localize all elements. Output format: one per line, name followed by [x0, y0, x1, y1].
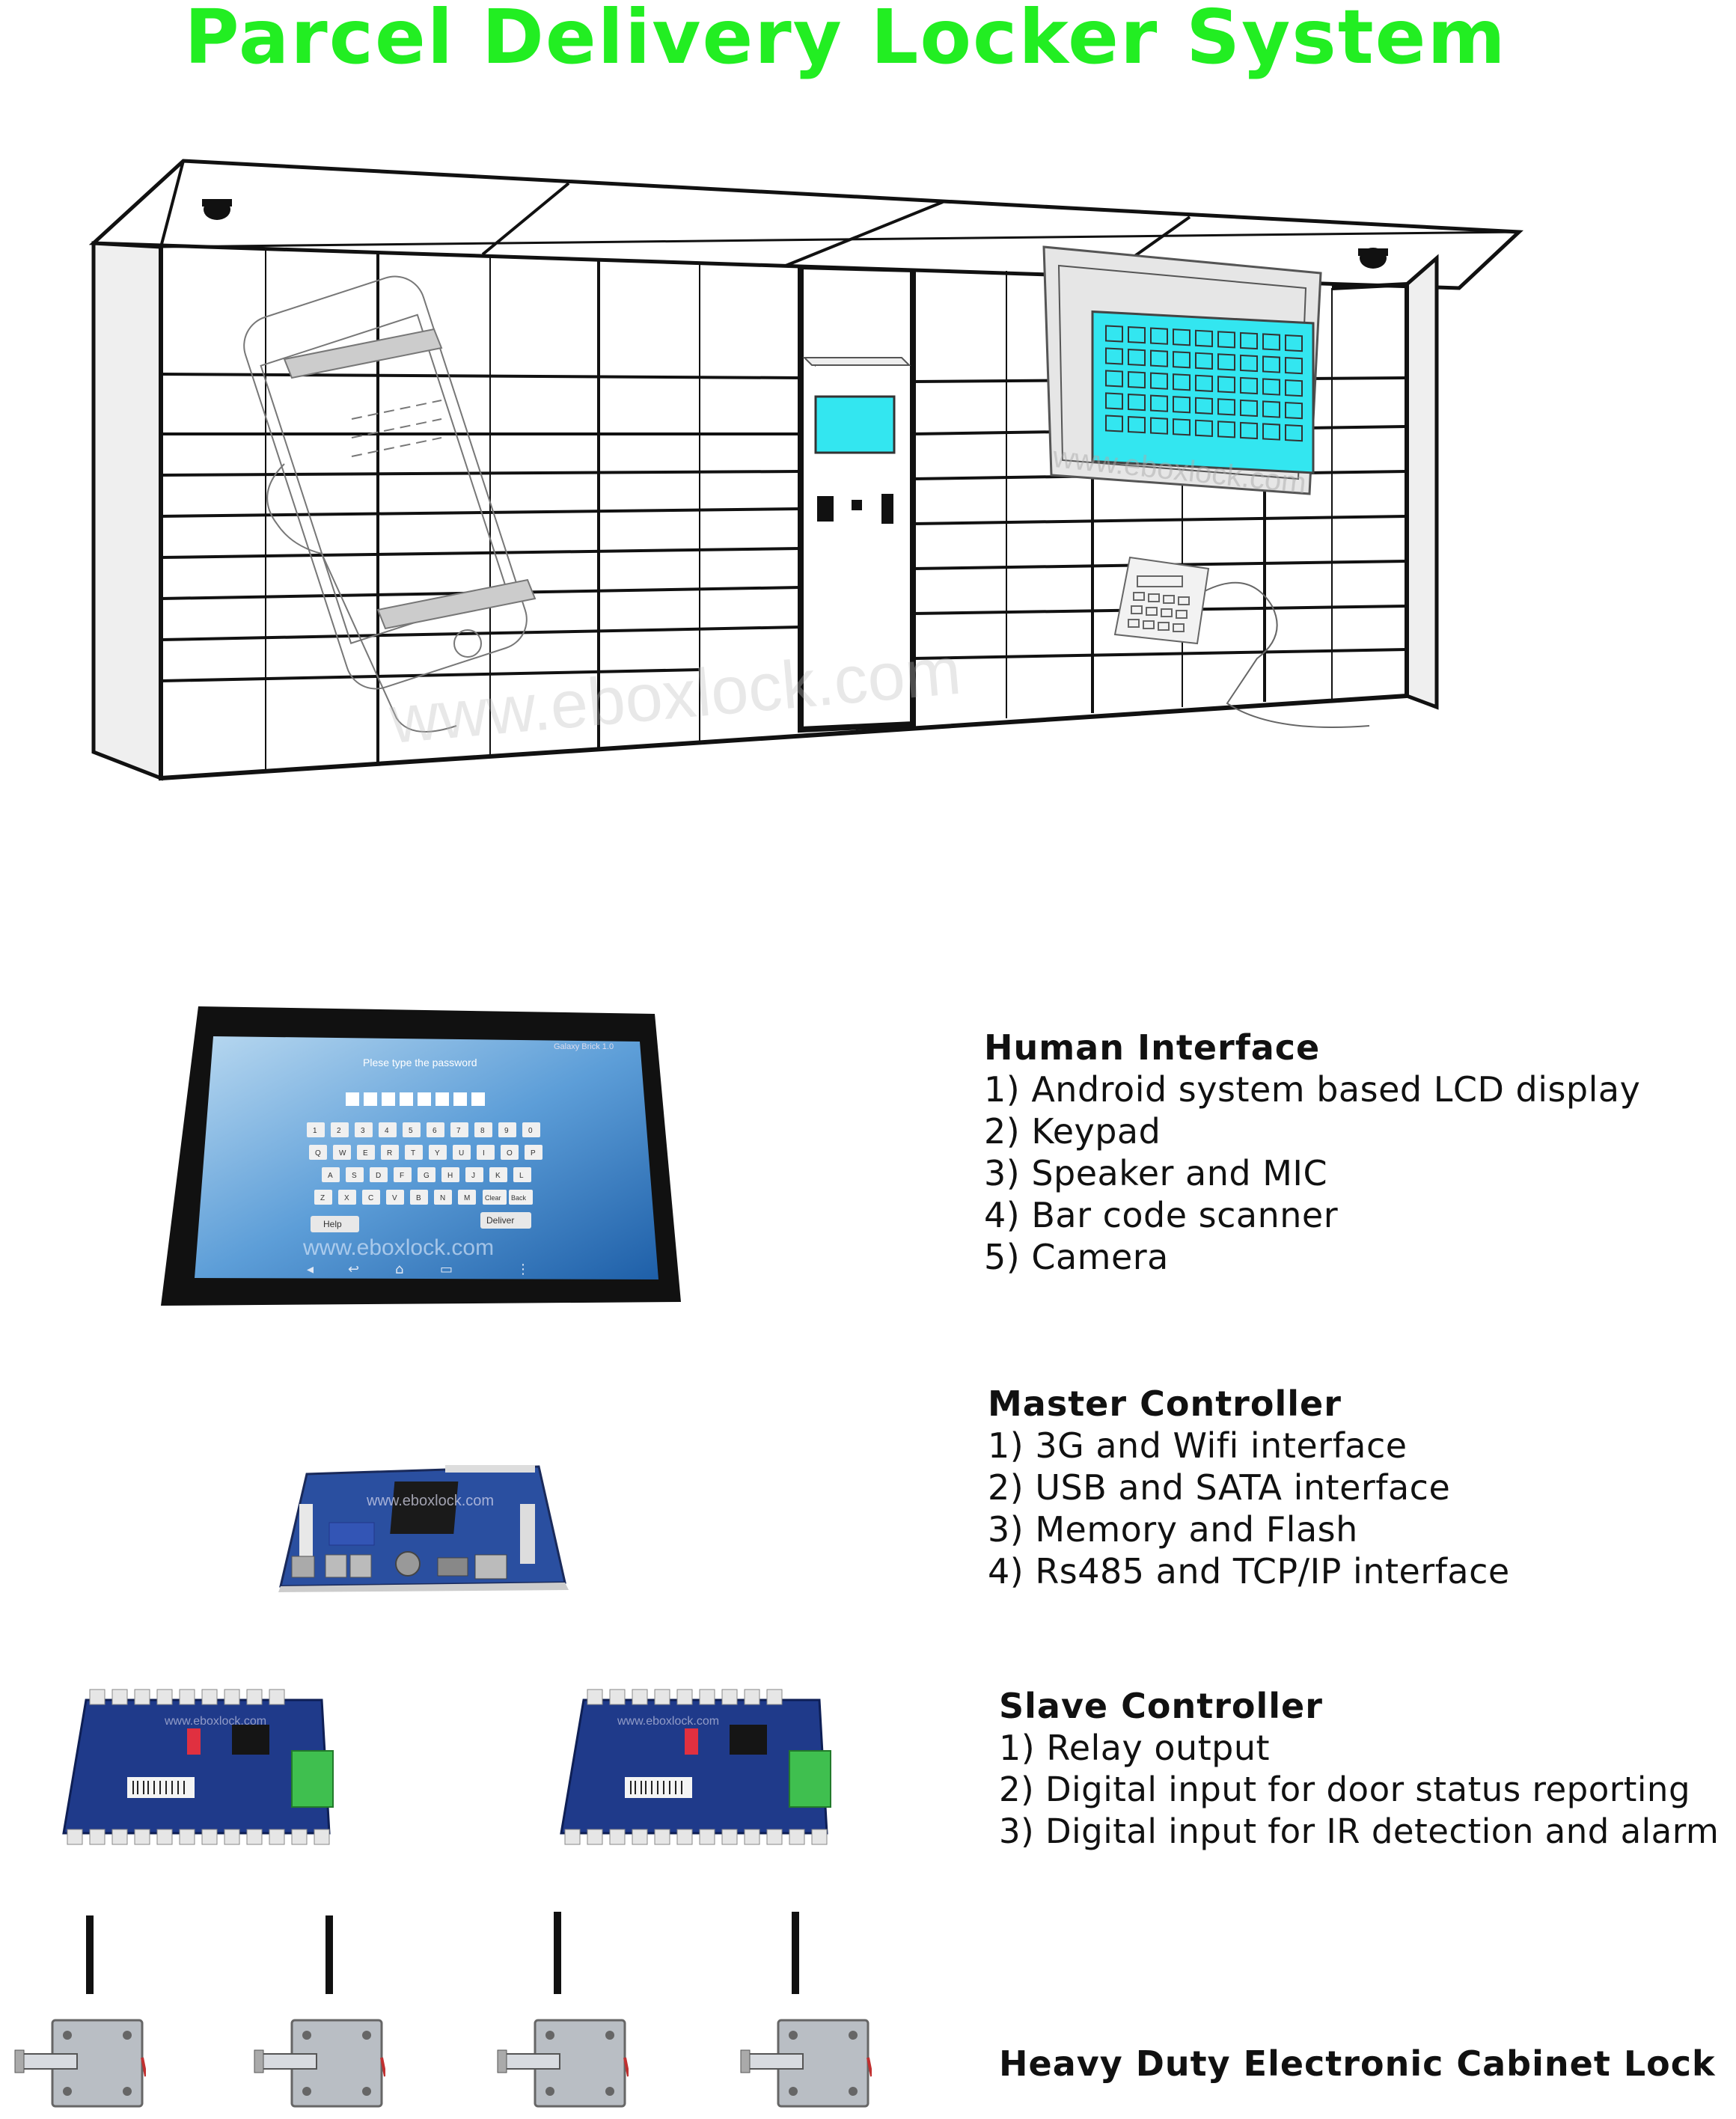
list-item: 5) Camera [984, 1237, 1169, 1277]
keyboard-key-label: D [376, 1172, 382, 1180]
keyboard-key-label: Y [435, 1149, 440, 1158]
keyboard-key-label: G [424, 1172, 430, 1180]
keyboard-key-label: R [387, 1149, 393, 1158]
clear-key-label: Clear [485, 1194, 501, 1202]
cabinet-lock-section [999, 2043, 1716, 2085]
section-heading: Heavy Duty Electronic Cabinet Lock [999, 2043, 1716, 2084]
list-item: 3) Digital input for IR detection and alarm [999, 1811, 1720, 1851]
cabinet-lock-4 [737, 2013, 872, 2118]
menu-nav-icon: ⋮ [516, 1262, 530, 1277]
human-interface-section [984, 1027, 1640, 1278]
keyboard-key-label: 8 [480, 1127, 485, 1135]
kiosk-terminal [804, 358, 909, 524]
list-item: 3) Memory and Flash [988, 1509, 1358, 1550]
watermark: www.eboxlock.com [387, 633, 965, 758]
keyboard-key-label: K [495, 1172, 501, 1180]
list-item: 2) Keypad [984, 1111, 1161, 1152]
cabinet-right-side [1407, 258, 1437, 707]
master-controller-section [988, 1383, 1510, 1592]
cabinet-lock-2 [251, 2013, 385, 2118]
page-title: Parcel Delivery Locker System [184, 0, 1507, 81]
cabinet-left-side [94, 243, 161, 778]
keyboard-key-label: P [531, 1149, 536, 1158]
volume-icon: ◂ [307, 1262, 314, 1277]
kiosk-screen [816, 397, 894, 453]
back-nav-icon: ↩ [348, 1262, 360, 1277]
section-heading: Human Interface [984, 1027, 1321, 1068]
screen-prompt: Plese type the password [363, 1057, 477, 1068]
keyboard-key-label: 6 [433, 1127, 437, 1135]
keyboard-key-label: H [447, 1172, 453, 1180]
list-item: 3) Speaker and MIC [984, 1153, 1328, 1193]
slave-controller-section [999, 1685, 1719, 1853]
list-item: 1) 3G and Wifi interface [988, 1425, 1408, 1466]
keyboard-key-label: S [352, 1172, 357, 1180]
watermark: www.eboxlock.com [367, 1493, 495, 1509]
section-heading: Slave Controller [999, 1686, 1323, 1726]
keyboard-key-label: V [392, 1194, 397, 1202]
keyboard-key-label: A [328, 1172, 333, 1180]
list-item: 4) Rs485 and TCP/IP interface [988, 1551, 1510, 1591]
keyboard-key-label: 5 [409, 1127, 413, 1135]
keyboard-key-label: I [483, 1149, 485, 1158]
keyboard-key-label: B [416, 1194, 421, 1202]
list-item: 4) Bar code scanner [984, 1195, 1339, 1235]
slave-controller-board-1 [60, 1684, 344, 1848]
keyboard-key-label: 4 [385, 1127, 389, 1135]
keyboard-key-label: J [471, 1172, 475, 1180]
list-item: 2) USB and SATA interface [988, 1467, 1451, 1508]
section-heading: Master Controller [988, 1383, 1342, 1424]
keyboard-key-label: M [464, 1194, 471, 1202]
lcd-tablet [157, 1003, 696, 1309]
slave-controller-board-2 [557, 1684, 842, 1848]
list-item: 2) Digital input for door status reporting [999, 1770, 1691, 1809]
keyboard-key-label: U [459, 1149, 465, 1158]
list-item: 1) Relay output [999, 1728, 1271, 1768]
keyboard-key-label: Z [320, 1194, 326, 1202]
keyboard-key-label: L [519, 1172, 524, 1180]
keyboard-key-label: 2 [337, 1127, 341, 1135]
watermark: www.eboxlock.com [617, 1715, 720, 1728]
keyboard-key-label: C [368, 1194, 374, 1202]
watermark: www.eboxlock.com [303, 1235, 495, 1260]
keyboard-key-label: 1 [313, 1127, 317, 1135]
recent-nav-icon: ▭ [440, 1262, 453, 1277]
keyboard-key-label: O [507, 1149, 513, 1158]
keyboard-key-label: T [411, 1149, 416, 1158]
home-nav-icon: ⌂ [395, 1262, 404, 1277]
keyboard-key-label: 9 [504, 1127, 509, 1135]
keyboard-key-label: X [344, 1194, 349, 1202]
watermark: www.eboxlock.com [165, 1715, 267, 1728]
locker-cabinet-drawing [0, 0, 1736, 823]
list-item: 1) Android system based LCD display [984, 1069, 1641, 1110]
cabinet-lock-3 [494, 2013, 629, 2118]
cabinet-lock-1 [11, 2013, 146, 2118]
keyboard-key-label: 7 [456, 1127, 461, 1135]
keyboard-key-label: Q [315, 1149, 321, 1158]
keyboard-key-label: 0 [528, 1127, 533, 1135]
screen-status: Galaxy Brick 1.0 [554, 1042, 614, 1051]
keyboard-key-label: F [400, 1172, 405, 1180]
deliver-key[interactable]: Deliver [486, 1215, 515, 1226]
watermark: www.eboxlock.com [1051, 440, 1308, 501]
keyboard-key-label: 3 [361, 1127, 365, 1135]
keyboard-key[interactable] [477, 1145, 495, 1160]
keyboard-key-label: N [440, 1194, 446, 1202]
help-key[interactable]: Help [323, 1219, 342, 1229]
keyboard-key-label: W [339, 1149, 346, 1158]
keyboard-key-label: E [363, 1149, 368, 1158]
master-controller-board [269, 1459, 591, 1594]
back-key-label: Back [511, 1194, 527, 1202]
